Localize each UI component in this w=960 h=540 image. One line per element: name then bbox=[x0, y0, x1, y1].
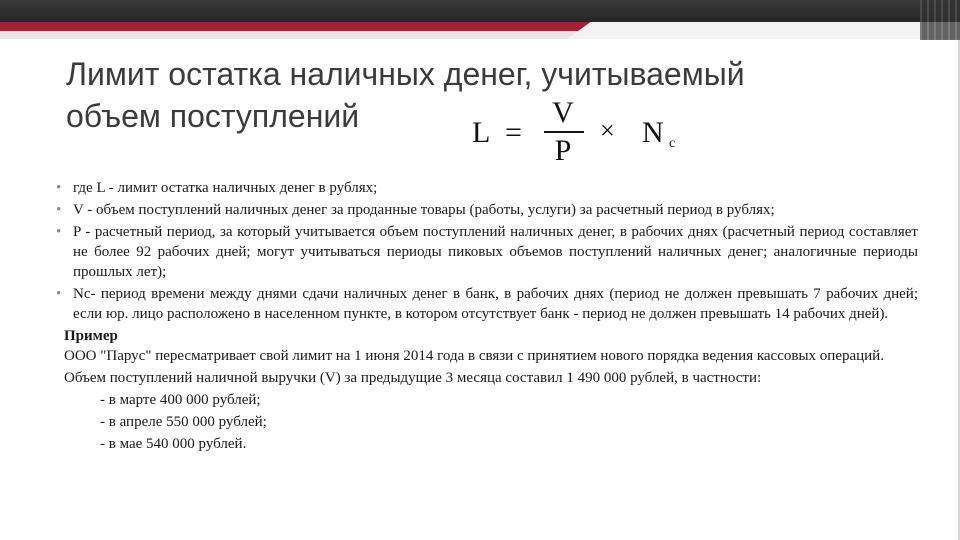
title-line-2: объем поступлений bbox=[66, 98, 360, 134]
formula-equals: = bbox=[505, 116, 522, 149]
example-paragraph-2: Объем поступлений наличной выручки (V) за предыдущие 3 месяца составил 1 490 000 рублей, в частности: bbox=[64, 370, 762, 386]
bullet-icon: • bbox=[56, 224, 62, 240]
corner-decoration bbox=[920, 0, 960, 40]
top-bar bbox=[0, 0, 960, 22]
bullet-icon: • bbox=[56, 286, 62, 302]
example-items bbox=[100, 390, 918, 454]
list-item-text: Nc- период времени между днями сдачи наличных денег в банк, в рабочих днях (период не должен превышать 7 рабочих дней; если юр. лицо расположено в населенном пункте, в котором отсутствует банк - период не должен превышать 14 рабочих дней). bbox=[73, 286, 918, 322]
example-item: - в мае 540 000 рублей. bbox=[100, 436, 247, 452]
title-line-1: Лимит остатка наличных денег, учитываемый bbox=[66, 56, 745, 92]
example-paragraph-1: ООО "Парус" пересматривает свой лимит на 1 июня 2014 года в связи с принятием нового порядка ведения кассовых операций. bbox=[64, 348, 884, 364]
list-item bbox=[48, 222, 918, 282]
formula-factor: N bbox=[642, 116, 664, 149]
list-item-text: где L - лимит остатка наличных денег в рублях; bbox=[73, 180, 378, 196]
formula-numerator: V bbox=[552, 96, 574, 129]
list-item bbox=[48, 200, 918, 220]
slide-body bbox=[48, 178, 918, 456]
formula-factor-subscript: c bbox=[669, 136, 676, 151]
formula-denominator: P bbox=[554, 134, 572, 167]
example-item: - в марте 400 000 рублей; bbox=[100, 392, 261, 408]
bullet-icon: • bbox=[56, 180, 62, 196]
formula-times: × bbox=[600, 116, 615, 145]
definition-list bbox=[48, 178, 918, 324]
list-item-text: P - расчетный период, за который учитывается объем поступлений наличных денег, в рабочих днях (расчетный период составляет не более 92 рабочих дней; могут учитываться периоды пиковых объемов поступлений наличных денег; аналогичные периоды прошлых лет); bbox=[73, 224, 918, 280]
bullet-icon: • bbox=[56, 202, 62, 218]
example-item: - в апреле 550 000 рублей; bbox=[100, 414, 267, 430]
header-notch bbox=[567, 22, 960, 39]
fraction-bar bbox=[544, 131, 584, 133]
formula-lhs: L bbox=[472, 116, 491, 149]
list-item-text: V - объем поступлений наличных денег за проданные товары (работы, услуги) за расчетный период в рублях; bbox=[73, 202, 775, 218]
list-item bbox=[48, 178, 918, 198]
example-heading: Пример bbox=[64, 328, 118, 344]
list-item bbox=[48, 284, 918, 324]
